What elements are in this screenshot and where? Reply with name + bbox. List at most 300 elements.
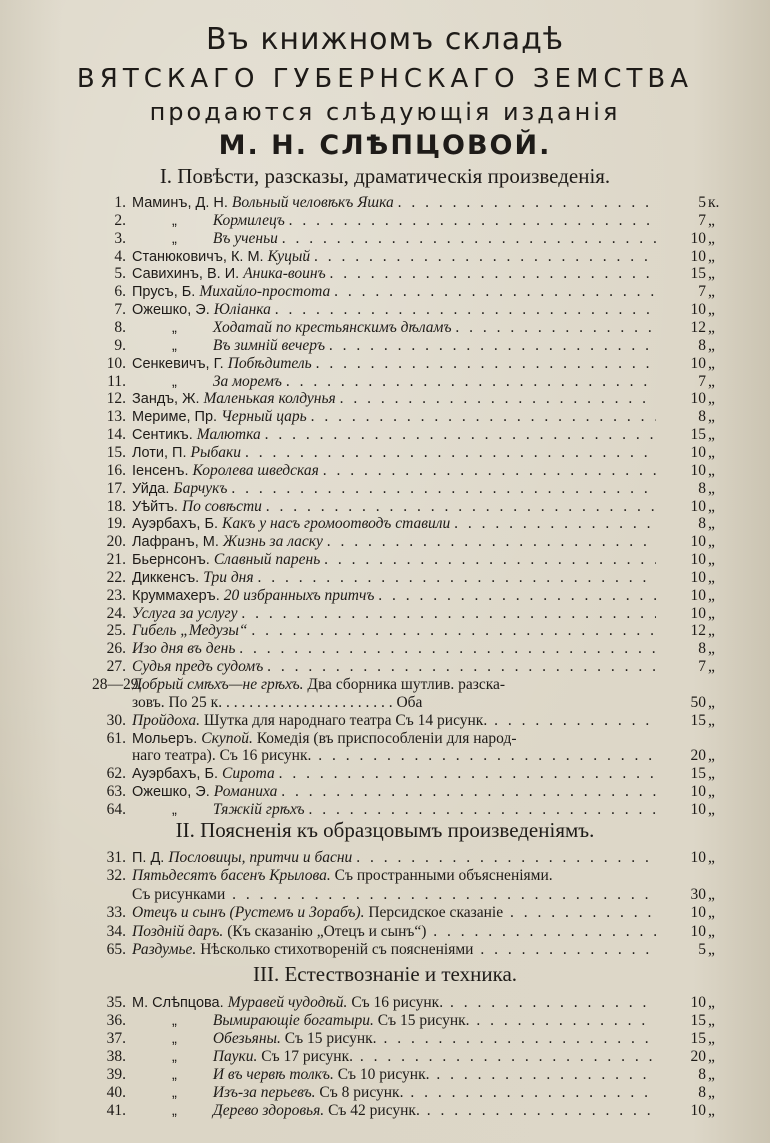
list-item xyxy=(92,747,720,765)
item-price: 10 xyxy=(690,783,706,801)
item-number: 5. xyxy=(114,265,126,283)
item-author: Станюковичъ, К. М. xyxy=(132,248,268,265)
item-price: 8 xyxy=(698,1066,706,1083)
item-text xyxy=(132,801,656,819)
item-price-unit: „ xyxy=(708,747,715,765)
item-price-unit: к. xyxy=(708,194,720,211)
item-title: Пауки. xyxy=(212,1048,262,1065)
item-author: „ xyxy=(172,801,181,818)
item-price-unit: „ xyxy=(708,658,715,676)
item-title: Побѣдитель xyxy=(227,354,316,372)
item-title: 20 избранныхъ притчъ xyxy=(223,586,379,604)
list-item xyxy=(92,515,720,533)
item-text xyxy=(132,1048,656,1066)
item-author: „ xyxy=(172,212,181,229)
item-number: 32. xyxy=(106,867,126,885)
item-price-unit: „ xyxy=(708,443,715,461)
item-text xyxy=(132,694,656,712)
item-price: 10 xyxy=(690,390,706,408)
item-price-unit: „ xyxy=(708,711,715,729)
item-number: 40. xyxy=(106,1084,126,1101)
item-number: 37. xyxy=(106,1030,126,1047)
list-item xyxy=(92,212,720,230)
item-price-unit: „ xyxy=(708,568,715,586)
item-author: М. Слѣпцова. xyxy=(132,995,228,1011)
item-description: наго театра). Съ 16 рисунк. xyxy=(132,747,312,765)
item-description: Съ рисунками xyxy=(132,885,226,903)
item-description: Персидское сказаніе xyxy=(368,904,504,922)
list-item xyxy=(92,408,720,426)
item-title: Скупой. xyxy=(201,729,257,747)
item-price: 20 xyxy=(690,747,706,765)
list-item xyxy=(92,783,720,801)
list-item xyxy=(92,569,720,587)
item-price-unit: „ xyxy=(708,1084,715,1101)
item-number: 63. xyxy=(106,783,126,801)
item-price: 10 xyxy=(690,443,706,461)
list-item xyxy=(92,283,720,301)
item-price-unit: „ xyxy=(708,479,715,497)
item-text xyxy=(132,390,656,408)
item-author: „ xyxy=(172,1031,181,1047)
item-text xyxy=(132,941,656,959)
item-price-unit: „ xyxy=(708,515,715,533)
item-title: Муравей чудодѣй. xyxy=(227,994,352,1011)
item-author: Савихинъ, В. И. xyxy=(132,266,244,283)
item-title: Услуга за услугу xyxy=(132,604,242,622)
item-title: Юліанка xyxy=(213,301,275,319)
item-price-unit: „ xyxy=(708,849,715,866)
item-text xyxy=(132,640,656,658)
list-item xyxy=(92,730,720,748)
item-author: Маминъ, Д. Н. xyxy=(132,195,232,211)
item-text xyxy=(132,923,656,941)
item-price-unit: „ xyxy=(708,372,715,390)
item-title: Три дня xyxy=(203,568,258,586)
item-price: 8 xyxy=(698,1084,706,1101)
list-item xyxy=(92,480,720,498)
item-author: „ xyxy=(172,320,181,336)
list-item xyxy=(92,712,720,730)
item-description: Съ 8 рисунк. xyxy=(319,1084,404,1101)
item-price-unit: „ xyxy=(708,885,715,903)
item-title: Пословицы, притчи и басни xyxy=(168,849,357,866)
item-number: 64. xyxy=(106,800,126,818)
item-price: 15 xyxy=(690,426,706,444)
list-item xyxy=(92,867,720,885)
item-text xyxy=(132,765,656,783)
item-author: Іенсенъ. xyxy=(132,462,193,479)
author-name: М. Н. СЛѢПЦОВОЙ. xyxy=(218,130,552,161)
item-number: 62. xyxy=(106,765,126,783)
item-price-unit: „ xyxy=(708,301,715,319)
item-number: 25. xyxy=(106,622,126,640)
list-item xyxy=(92,941,720,959)
item-number: 1. xyxy=(114,194,126,211)
list-item xyxy=(92,676,720,694)
list-item xyxy=(92,319,720,337)
item-number: 19. xyxy=(106,515,126,533)
item-price-unit: „ xyxy=(708,319,715,336)
item-author: „ xyxy=(172,1103,181,1119)
item-number: 13. xyxy=(106,408,126,426)
item-price-unit: „ xyxy=(708,904,715,922)
section-title-fiction: I. Повѣсти, разсказы, драматическія произведенія. xyxy=(159,164,611,188)
item-title: Изъ-за перьевъ. xyxy=(212,1084,320,1101)
item-author: Круммахеръ. xyxy=(132,587,224,604)
item-text xyxy=(132,462,656,480)
item-title: Тяжкій грѣхъ xyxy=(212,800,309,818)
item-number: 61. xyxy=(106,729,126,747)
item-price-unit: „ xyxy=(708,247,715,265)
item-author: „ xyxy=(172,1085,181,1101)
item-text xyxy=(132,747,656,765)
item-author: „ xyxy=(172,337,181,354)
item-price-unit: „ xyxy=(708,693,715,711)
item-text xyxy=(132,622,656,640)
item-price: 12 xyxy=(690,319,706,336)
item-title: Пройдоха. xyxy=(132,711,204,729)
item-price-unit: „ xyxy=(708,1102,715,1119)
item-title: Ходатай по крестьянскимъ дѣламъ xyxy=(212,319,456,336)
item-price-unit: „ xyxy=(708,622,715,640)
item-number: 8. xyxy=(114,319,126,336)
item-title: По совѣсти xyxy=(181,497,266,515)
item-text xyxy=(132,867,656,885)
item-description: зовъ. По 25 к. . . . . . . . . . . . . . . . . . . . . . . Оба xyxy=(132,693,423,711)
item-author: Сентикъ. xyxy=(132,427,197,444)
list-item xyxy=(92,1066,720,1084)
item-price-unit: „ xyxy=(708,783,715,801)
item-price: 15 xyxy=(690,265,706,283)
item-number: 34. xyxy=(106,922,126,940)
list-item xyxy=(92,1102,720,1120)
item-number: 3. xyxy=(114,229,126,247)
item-text xyxy=(132,1066,656,1084)
item-text xyxy=(132,444,656,462)
item-title: Судья предъ судомъ xyxy=(132,658,268,676)
item-text xyxy=(132,248,656,266)
item-number: 11. xyxy=(107,372,126,390)
item-description: (Къ сказанію „Отецъ и сынъ“) xyxy=(227,922,427,940)
item-title: Изо дня въ день xyxy=(132,640,240,658)
item-author: „ xyxy=(172,230,181,247)
list-item xyxy=(92,640,720,658)
item-author: Уѣйтъ. xyxy=(132,498,182,515)
item-text xyxy=(132,658,656,676)
list-item xyxy=(92,551,720,569)
item-price-unit: „ xyxy=(708,1012,715,1029)
list-item xyxy=(92,904,720,922)
header-line-2: ВЯТСКАГО ГУБЕРНСКАГО ЗЕМСТВА xyxy=(76,64,694,94)
item-description: Два сборника шутлив. разска- xyxy=(307,676,506,693)
list-item xyxy=(92,337,720,355)
item-price-unit: „ xyxy=(708,922,715,940)
list-item xyxy=(92,355,720,373)
item-price: 8 xyxy=(698,479,706,497)
list-item xyxy=(92,849,720,867)
item-number: 22. xyxy=(106,568,126,586)
item-price: 7 xyxy=(698,211,706,229)
list-item xyxy=(92,1030,720,1048)
item-text xyxy=(132,1084,656,1102)
item-author: Лафранъ, М. xyxy=(132,534,223,551)
list-item xyxy=(92,1012,720,1030)
item-title: Королева шведская xyxy=(192,461,323,479)
item-text xyxy=(132,1102,656,1120)
item-author: „ xyxy=(172,1049,181,1065)
item-number: 31. xyxy=(106,849,126,866)
item-title: Дерево здоровья. xyxy=(212,1102,329,1119)
item-price: 7 xyxy=(698,283,706,301)
item-title: Какъ у насъ громоотводъ ставили xyxy=(222,515,455,533)
item-title: Вольный человѣкъ Яшка xyxy=(231,194,398,211)
item-text xyxy=(132,498,656,516)
item-text xyxy=(132,212,656,230)
item-author: „ xyxy=(172,1067,181,1083)
item-title: Кормилецъ xyxy=(212,211,289,229)
item-number: 7. xyxy=(114,301,126,319)
item-author: Диккенсъ. xyxy=(132,569,204,586)
list-item xyxy=(92,301,720,319)
item-text xyxy=(132,337,656,355)
item-number: 21. xyxy=(106,551,126,568)
item-title: Въ ученьи xyxy=(212,229,282,247)
item-number: 20. xyxy=(106,533,126,551)
item-title: Обезьяны. xyxy=(212,1030,285,1047)
item-text xyxy=(132,605,656,623)
list-item xyxy=(92,605,720,623)
item-number: 4. xyxy=(114,247,126,265)
list-item xyxy=(92,498,720,516)
item-price: 10 xyxy=(690,229,706,247)
item-number: 9. xyxy=(114,336,126,354)
item-description: Съ 15 рисунк. xyxy=(377,1012,470,1029)
item-text xyxy=(132,533,656,551)
item-price: 10 xyxy=(690,922,706,940)
item-text xyxy=(132,426,656,444)
item-price: 10 xyxy=(690,497,706,515)
item-number: 17. xyxy=(106,479,126,497)
item-price: 10 xyxy=(690,247,706,265)
item-price: 30 xyxy=(690,885,706,903)
item-price-unit: „ xyxy=(708,604,715,622)
item-price-unit: „ xyxy=(708,283,715,301)
item-price-unit: „ xyxy=(708,551,715,568)
item-number: 18. xyxy=(106,497,126,515)
item-author: Ожешко, Э. xyxy=(132,784,214,801)
item-number: 35. xyxy=(106,994,126,1011)
item-number: 14. xyxy=(106,426,126,444)
item-price: 15 xyxy=(690,1012,706,1029)
item-price-unit: „ xyxy=(708,408,715,426)
item-price: 10 xyxy=(690,354,706,372)
list-item xyxy=(92,426,720,444)
item-price: 10 xyxy=(690,533,706,551)
item-title: Малютка xyxy=(196,426,265,444)
item-text xyxy=(132,265,656,283)
item-author: Ауэрбахъ, Б. xyxy=(132,516,223,533)
item-author: Сенкевичъ, Г. xyxy=(132,355,228,372)
item-price: 15 xyxy=(690,1030,706,1047)
item-title: Аника-воинъ xyxy=(243,265,330,283)
item-text xyxy=(132,783,656,801)
item-price: 10 xyxy=(690,1102,706,1119)
item-price: 10 xyxy=(690,994,706,1011)
item-number: 12. xyxy=(106,390,126,408)
item-description: Съ 42 рисунк. xyxy=(328,1102,420,1119)
item-author: Ожешко, Э. xyxy=(132,302,214,319)
item-price: 50 xyxy=(690,693,706,711)
list-item xyxy=(92,587,720,605)
item-price-unit: „ xyxy=(708,533,715,551)
item-number: 26. xyxy=(106,640,126,658)
item-price-unit: „ xyxy=(708,497,715,515)
item-text xyxy=(132,515,656,533)
list-item xyxy=(92,622,720,640)
header-line-3: продаются слѣдующія изданія xyxy=(149,98,621,126)
item-text xyxy=(132,408,656,426)
item-title: Въ зимній вечеръ xyxy=(212,336,329,354)
item-number: 28—29. xyxy=(92,676,143,693)
item-description: Съ 16 рисунк. xyxy=(351,994,444,1011)
item-text xyxy=(132,994,656,1012)
item-price: 15 xyxy=(690,711,706,729)
item-description: Съ пространными объясненіями. xyxy=(334,867,553,885)
list-item xyxy=(92,265,720,283)
section-title-commentary: II. Поясненія къ образцовымъ произведеніямъ. xyxy=(175,818,595,842)
list-item xyxy=(92,923,720,941)
item-author: Зандъ, Ж. xyxy=(132,391,204,408)
item-price-unit: „ xyxy=(708,586,715,604)
item-title: Рыбаки xyxy=(190,443,245,461)
item-price: 20 xyxy=(690,1048,706,1065)
item-price-unit: „ xyxy=(708,461,715,479)
list-item xyxy=(92,373,720,391)
item-title: Раздумье. xyxy=(132,941,201,958)
list-item xyxy=(92,230,720,248)
item-title: Отецъ и сынъ (Рустемъ и Зорабъ). xyxy=(132,904,369,922)
section-title-science: III. Естествознаніе и техника. xyxy=(252,962,518,986)
item-price-unit: „ xyxy=(708,941,715,958)
item-number: 38. xyxy=(106,1048,126,1065)
item-title: Пятьдесятъ басенъ Крылова. xyxy=(132,867,335,885)
item-description: Комедія (въ приспособленіи для народ- xyxy=(256,729,517,747)
item-text xyxy=(132,730,656,748)
item-text xyxy=(132,886,656,904)
item-price: 7 xyxy=(698,372,706,390)
item-number: 27. xyxy=(106,658,126,676)
item-number: 65. xyxy=(106,941,126,958)
item-title: Куцый xyxy=(267,247,314,265)
list-item xyxy=(92,658,720,676)
item-price: 12 xyxy=(690,622,706,640)
item-title: Гибель „Медузы“ xyxy=(132,622,252,640)
item-description: Шутка для народнаго театра Съ 14 рисунк. xyxy=(203,711,488,729)
list-item xyxy=(92,1048,720,1066)
item-number: 30. xyxy=(106,711,126,729)
item-text xyxy=(132,849,656,867)
item-price: 5 xyxy=(698,194,706,211)
item-price-unit: „ xyxy=(708,229,715,247)
item-title: Черный царь xyxy=(221,408,311,426)
list-item xyxy=(92,194,720,212)
item-price: 8 xyxy=(698,336,706,354)
item-author: Бьернсонъ. xyxy=(132,552,214,568)
item-number: 16. xyxy=(106,461,126,479)
item-author: Мольеръ. xyxy=(132,730,202,747)
item-title: Жизнь за ласку xyxy=(222,533,327,551)
item-author: П. Д. xyxy=(132,850,169,866)
item-description: Нѣсколько стихотвореній съ поясненіями xyxy=(200,941,474,958)
item-title: Сирота xyxy=(222,765,279,783)
item-title: Славный парень xyxy=(213,551,325,568)
item-text xyxy=(132,587,656,605)
item-author: Уйда. xyxy=(132,480,174,497)
item-price-unit: „ xyxy=(708,800,715,818)
item-price: 10 xyxy=(690,461,706,479)
item-price: 10 xyxy=(690,849,706,866)
item-price: 10 xyxy=(690,568,706,586)
item-text xyxy=(132,301,656,319)
item-price: 8 xyxy=(698,640,706,658)
item-number: 41. xyxy=(106,1102,126,1119)
item-price: 10 xyxy=(690,800,706,818)
item-number: 39. xyxy=(106,1066,126,1083)
item-title: И въ червѣ толкъ. xyxy=(212,1066,338,1083)
item-number: 23. xyxy=(106,586,126,604)
item-price: 10 xyxy=(690,904,706,922)
item-price-unit: „ xyxy=(708,994,715,1011)
item-price: 8 xyxy=(698,515,706,533)
list-item xyxy=(92,801,720,819)
item-price: 10 xyxy=(690,551,706,568)
item-title: Вымирающіе богатыри. xyxy=(212,1012,378,1029)
item-author: „ xyxy=(172,373,181,390)
item-number: 33. xyxy=(106,904,126,922)
item-title: Барчукъ xyxy=(173,479,232,497)
item-number: 2. xyxy=(114,211,126,229)
item-author: „ xyxy=(172,1013,181,1029)
item-title: За моремъ xyxy=(212,372,286,390)
item-title: Маленькая колдунья xyxy=(203,390,340,408)
item-text xyxy=(132,355,656,373)
item-number: 6. xyxy=(114,283,126,301)
item-text xyxy=(132,319,656,337)
list-item xyxy=(92,248,720,266)
list-item xyxy=(92,390,720,408)
item-price-unit: „ xyxy=(708,354,715,372)
item-text xyxy=(132,904,656,922)
item-title: Михайло-простота xyxy=(199,283,335,301)
item-text xyxy=(132,283,656,301)
header-line-1: Въ книжномъ складѣ xyxy=(206,22,564,57)
list-item xyxy=(92,462,720,480)
item-price-unit: „ xyxy=(708,765,715,783)
list-item xyxy=(92,994,720,1012)
item-number: 36. xyxy=(106,1012,126,1029)
item-text xyxy=(132,569,656,587)
item-text xyxy=(132,551,656,569)
item-text xyxy=(132,676,656,694)
item-price-unit: „ xyxy=(708,426,715,444)
list-item xyxy=(92,533,720,551)
item-title: Романиха xyxy=(213,783,282,801)
item-text xyxy=(132,1012,656,1030)
item-number: 15. xyxy=(106,443,126,461)
item-author: Лоти, П. xyxy=(132,444,191,461)
item-price-unit: „ xyxy=(708,211,715,229)
